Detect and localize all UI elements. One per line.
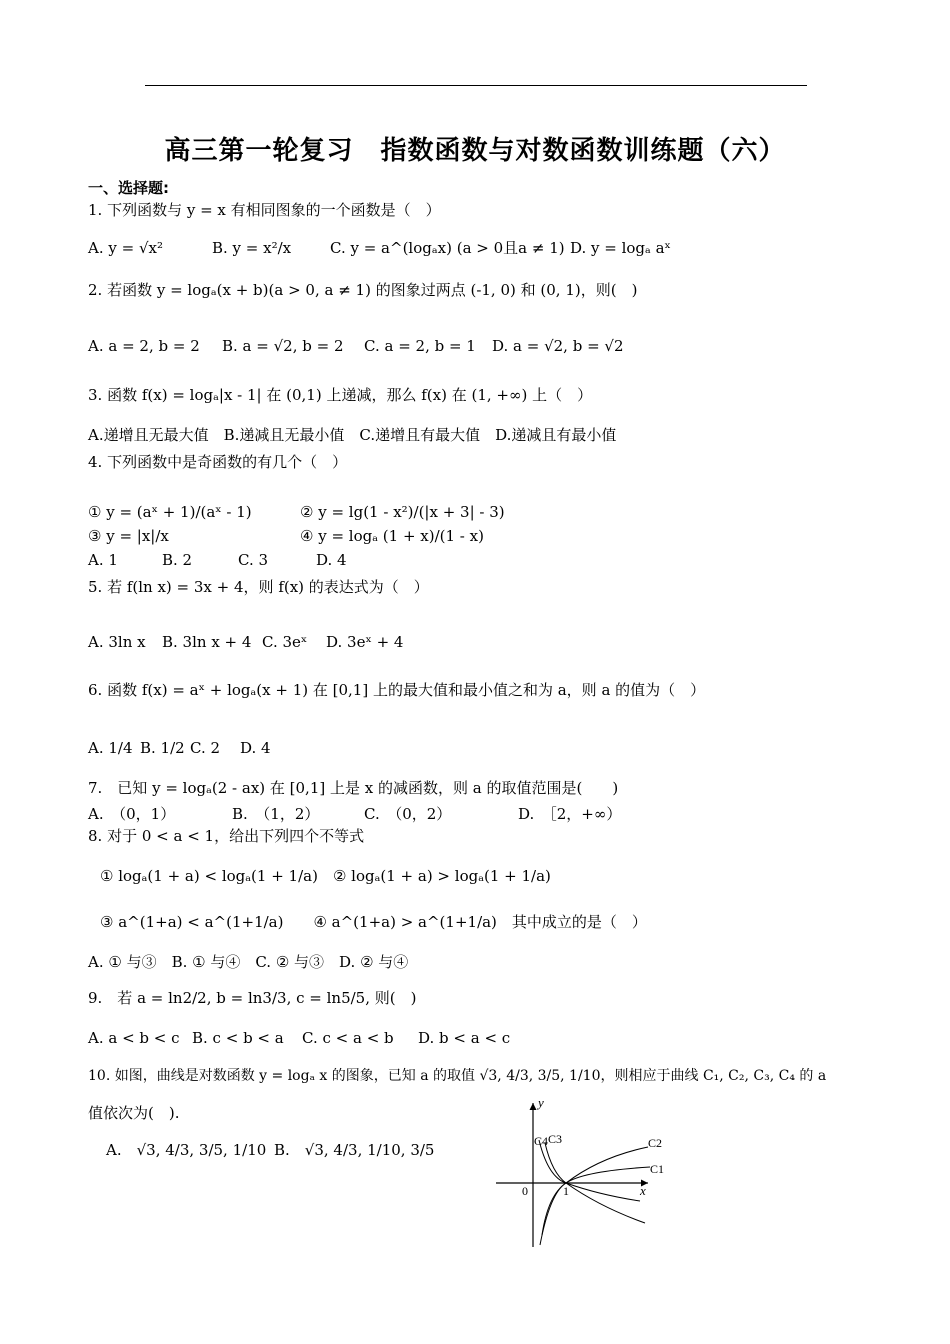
q9-option-a: A. a < b < c — [88, 1029, 180, 1047]
q2-stem: 2. 若函数 y = logₐ(x + b)(a > 0, a ≠ 1) 的图象过两点 (-1, 0) 和 (0, 1)，则( ) — [88, 281, 638, 299]
q1-option-d: D. y = logₐ aˣ — [570, 239, 671, 257]
q7-option-b: B. （1，2） — [232, 805, 320, 823]
q8-stem: 8. 对于 0 < a < 1，给出下列四个不等式 — [88, 827, 365, 845]
q5-option-c: C. 3eˣ — [262, 633, 308, 651]
q4-option-b: B. 2 — [162, 551, 193, 569]
origin-label: 0 — [522, 1184, 528, 1198]
q7-option-c: C. （0，2） — [364, 805, 452, 823]
q1-option-b: B. y = x²/x — [212, 239, 292, 257]
q1-option-c: C. y = a^(logₐx) (a > 0且a ≠ 1) — [330, 239, 565, 257]
q6-option-c: C. 2 — [190, 739, 221, 757]
section-heading: 一、选择题: — [88, 179, 169, 197]
page-title: 高三第一轮复习 指数函数与对数函数训练题（六） — [164, 136, 786, 166]
q7-stem: 7. 已知 y = logₐ(2 - ax) 在 [0,1] 上是 x 的减函数，则 a 的取值范围是( ) — [88, 779, 619, 797]
log-curves-graph — [490, 1095, 665, 1255]
q7-option-a: A. （0，1） — [88, 805, 176, 823]
q4-option-d: D. 4 — [316, 551, 347, 569]
q7-option-d: D. ［2，+∞） — [518, 805, 622, 823]
q5-stem: 5. 若 f(ln x) = 3x + 4，则 f(x) 的表达式为（ ） — [88, 578, 429, 596]
q10-option-b: B. √3, 4/3, 1/10, 3/5 — [274, 1141, 435, 1159]
q9-stem: 9. 若 a = ln2/2, b = ln3/3, c = ln5/5, 则( ) — [88, 989, 417, 1007]
q6-option-d: D. 4 — [240, 739, 271, 757]
q9-option-b: B. c < b < a — [192, 1029, 284, 1047]
q6-option-a: A. 1/4 — [88, 739, 133, 757]
curve-c4 — [539, 1140, 640, 1201]
q4-option-a: A. 1 — [88, 551, 118, 569]
top-rule — [145, 85, 807, 86]
q2-option-a: A. a = 2, b = 2 — [88, 337, 200, 355]
q6-stem: 6. 函数 f(x) = aˣ + logₐ(x + 1) 在 [0,1] 上的最大值和最小值之和为 a，则 a 的值为（ ） — [88, 681, 706, 699]
q9-option-c: C. c < a < b — [302, 1029, 394, 1047]
curve-c1-label: C1 — [650, 1162, 665, 1176]
q5-option-a: A. 3ln x — [88, 633, 146, 651]
q4-stem: 4. 下列函数中是奇函数的有几个（ ） — [88, 453, 348, 471]
q2-option-c: C. a = 2, b = 1 — [364, 337, 476, 355]
q4-option-c: C. 3 — [238, 551, 269, 569]
q9-option-d: D. b < a < c — [418, 1029, 511, 1047]
q6-option-b: B. 1/2 — [140, 739, 185, 757]
q4-function-2: ② y = lg(1 - x²)/(|x + 3| - 3) — [300, 503, 505, 521]
curve-c4-label: C4 — [534, 1134, 549, 1148]
q4-function-3: ③ y = |x|/x — [88, 527, 169, 545]
q1-option-a: A. y = √x² — [88, 239, 163, 257]
q1-stem: 1. 下列函数与 y = x 有相同图象的一个函数是（ ） — [88, 201, 441, 219]
q10-option-a: A. √3, 4/3, 3/5, 1/10 — [106, 1141, 267, 1159]
q8-inequalities-3-4: ③ a^(1+a) < a^(1+1/a) ④ a^(1+a) > a^(1+1/a) 其中成立的是（ ） — [100, 913, 647, 931]
q8-options: A. ① 与③ B. ① 与④ C. ② 与③ D. ② 与④ — [88, 953, 409, 971]
q10-stem-continued: 值依次为( ). — [88, 1104, 180, 1122]
curve-c3-label: C3 — [548, 1132, 563, 1146]
curve-c2 — [540, 1147, 648, 1245]
curve-c2-label: C2 — [648, 1136, 663, 1150]
x-axis-label: x — [640, 1183, 646, 1198]
q10-stem: 10. 如图，曲线是对数函数 y = logₐ x 的图象，已知 a 的取值 √3, 4/3, 3/5, 1/10，则相应于曲线 C₁, C₂, C₃, C₄ 的 a — [88, 1068, 827, 1084]
tick-label-1: 1 — [563, 1184, 569, 1198]
q8-inequalities-1-2: ① logₐ(1 + a) < logₐ(1 + 1/a) ② logₐ(1 + a) > logₐ(1 + 1/a) — [100, 867, 551, 885]
q3-options: A.递增且无最大值 B.递减且无最小值 C.递增且有最大值 D.递减且有最小值 — [88, 426, 617, 444]
q4-function-1: ① y = (aˣ + 1)/(aˣ - 1) — [88, 503, 252, 521]
q4-function-4: ④ y = logₐ (1 + x)/(1 - x) — [300, 527, 484, 545]
y-axis-label: y — [538, 1095, 544, 1110]
q3-stem: 3. 函数 f(x) = logₐ|x - 1| 在 (0,1) 上递减，那么 f(x) 在 (1, +∞) 上（ ） — [88, 386, 593, 404]
q5-option-b: B. 3ln x + 4 — [162, 633, 252, 651]
q5-option-d: D. 3eˣ + 4 — [326, 633, 404, 651]
q2-option-b: B. a = √2, b = 2 — [222, 337, 344, 355]
q2-option-d: D. a = √2, b = √2 — [492, 337, 624, 355]
